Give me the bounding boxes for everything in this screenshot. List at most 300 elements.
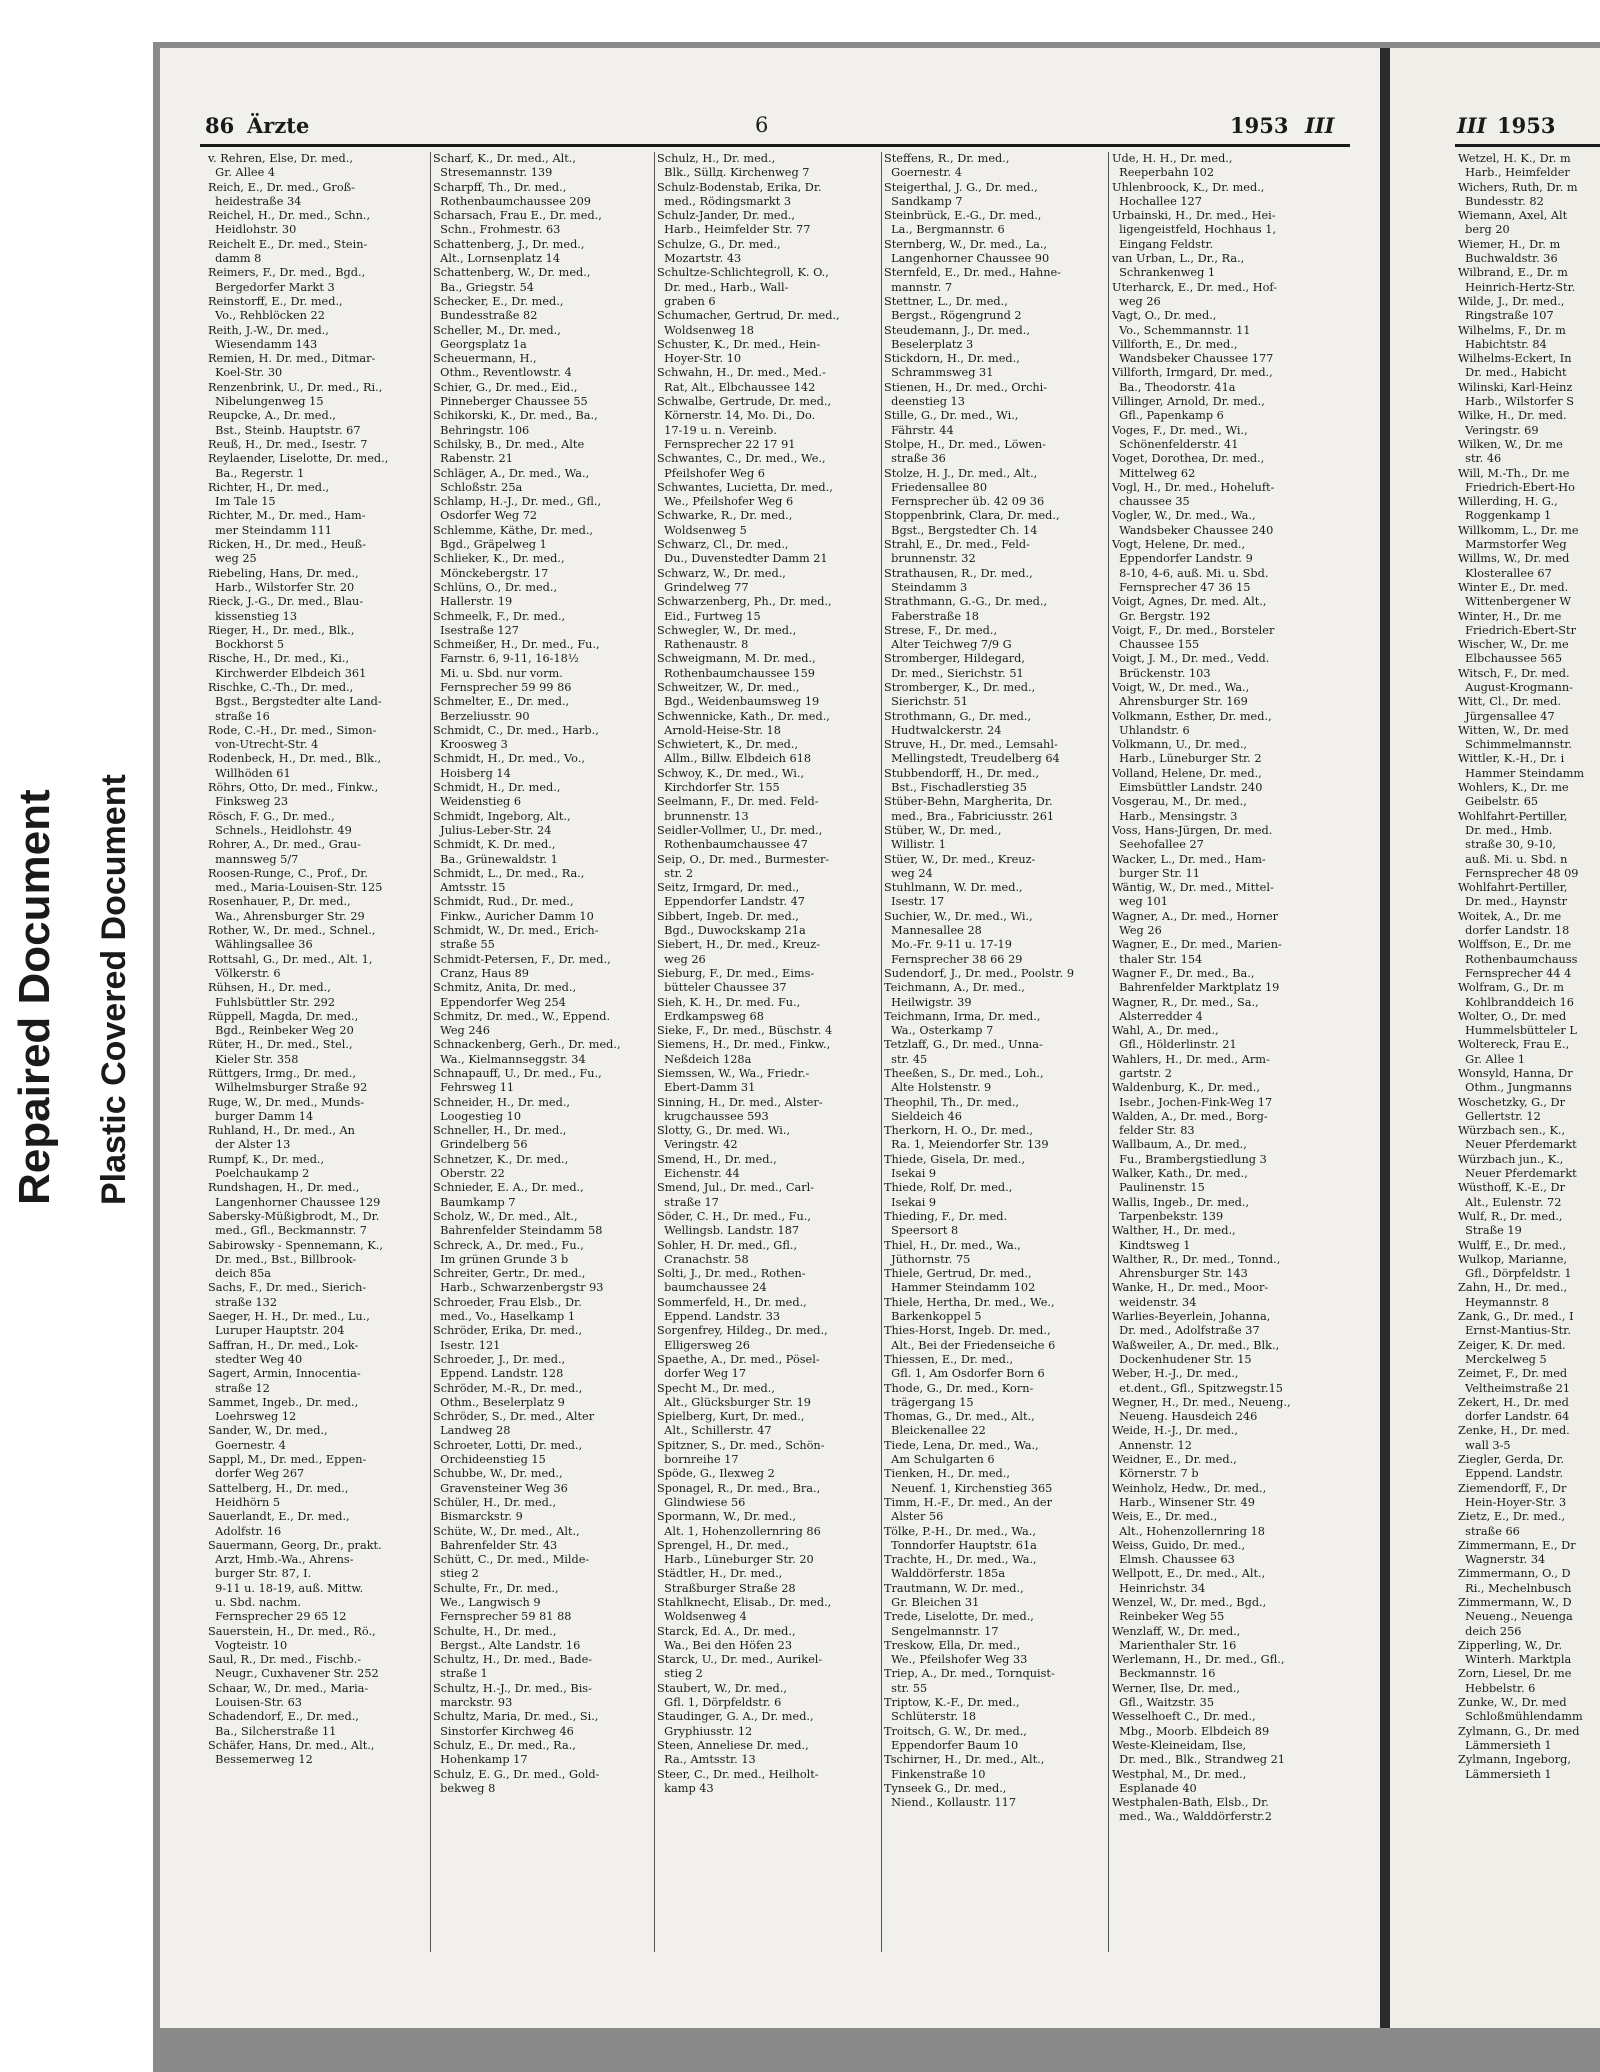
directory-entry-line: Dr. med., Harb., Wall-: [657, 280, 789, 294]
directory-entry-line: stedter Weg 40: [208, 1352, 303, 1366]
directory-entry-line: Sander, W., Dr. med.,: [208, 1424, 328, 1438]
directory-entry-line: Speersort 8: [884, 1224, 959, 1238]
directory-entry-line: Hochallee 127: [1112, 194, 1202, 208]
directory-entry-line: Schlemme, Käthe, Dr. med.,: [433, 523, 593, 537]
directory-entry-line: Willkomm, L., Dr. me: [1458, 523, 1579, 537]
directory-entry-line: Wiesendamm 143: [208, 337, 318, 351]
directory-entry-line: Alte Holstenstr. 9: [884, 1081, 992, 1095]
directory-entry-line: Schulz-Bodenstab, Erika, Dr.: [657, 180, 822, 194]
directory-entry-line: Thiele, Hertha, Dr. med., We.,: [884, 1295, 1055, 1309]
directory-entry-line: Gr. Bergstr. 192: [1112, 609, 1211, 623]
directory-entry-line: Wa., Bei den Höfen 23: [657, 1638, 793, 1652]
directory-entry-line: Schnetzer, K., Dr. med.,: [433, 1152, 569, 1166]
directory-entry-line: Westphalen-Bath, Elsb., Dr.: [1112, 1796, 1269, 1810]
directory-entry-line: Neueng. Hausdeich 246: [1112, 1410, 1258, 1424]
directory-entry-line: Hoisberg 14: [433, 766, 511, 780]
directory-entry-line: Sengelmannstr. 17: [884, 1624, 999, 1638]
directory-entry-line: bütteler Chaussee 37: [657, 981, 787, 995]
directory-entry-line: Wagner F., Dr. med., Ba.,: [1112, 966, 1255, 980]
directory-entry-line: Tölke, P.-H., Dr. med., Wa.,: [884, 1524, 1036, 1538]
directory-entry-line: Voss, Hans-Jürgen, Dr. med.: [1112, 823, 1273, 837]
directory-entry-line: Wilken, W., Dr. me: [1458, 437, 1563, 451]
directory-entry-line: Wählingsallee 36: [208, 938, 313, 952]
directory-entry-line: Reith, J.-W., Dr. med.,: [208, 323, 329, 337]
directory-entry-line: Thiede, Rolf, Dr. med.,: [884, 1181, 1013, 1195]
directory-entry-line: Rüter, H., Dr. med., Stel.,: [208, 1038, 353, 1052]
directory-entry-line: Eimsbüttler Landstr. 240: [1112, 781, 1263, 795]
directory-entry-line: Hein-Hoyer-Str. 3: [1458, 1495, 1567, 1509]
directory-entry-line: burger Damm 14: [208, 1109, 314, 1123]
directory-entry-line: Heidhörn 5: [208, 1495, 281, 1509]
directory-entry-line: Scheller, M., Dr. med.,: [433, 323, 561, 337]
directory-entry-line: Sattelberg, H., Dr. med.,: [208, 1481, 349, 1495]
directory-entry-line: Bgst., Bergstedter Ch. 14: [884, 523, 1038, 537]
header-year: 1953: [1230, 113, 1289, 138]
directory-entry-line: Marienthaler Str. 16: [1112, 1638, 1237, 1652]
directory-entry-line: straße 66: [1458, 1524, 1520, 1538]
directory-entry-line: Bgd., Reinbeker Weg 20: [208, 1024, 354, 1038]
directory-entry-line: Heidlohstr. 30: [208, 223, 297, 237]
directory-entry-line: straße 132: [208, 1295, 278, 1309]
directory-entry-line: Veltheimstraße 21: [1458, 1381, 1571, 1395]
directory-entry-line: Vo., Schemmannstr. 11: [1112, 323, 1251, 337]
directory-entry-line: Siemens, H., Dr. med., Finkw.,: [657, 1038, 831, 1052]
directory-entry-line: Harb., Mensingstr. 3: [1112, 809, 1238, 823]
directory-entry-line: Schmidt, Rud., Dr. med.,: [433, 895, 574, 909]
directory-entry-line: Pfeilshofer Weg 6: [657, 466, 765, 480]
directory-entry-line: 17-19 u. n. Vereinb.: [657, 423, 777, 437]
directory-entry-line: Ziegler, Gerda, Dr.: [1458, 1453, 1565, 1467]
directory-entry-line: Ahrensburger Str. 143: [1112, 1267, 1248, 1281]
directory-entry-line: Stüber, W., Dr. med.,: [884, 823, 1002, 837]
directory-entry-line: Schuster, K., Dr. med., Hein-: [657, 337, 821, 351]
directory-entry-line: felder Str. 83: [1112, 1124, 1195, 1138]
directory-entry-line: Schwantes, C., Dr. med., We.,: [657, 452, 826, 466]
directory-entry-line: Ude, H. H., Dr. med.,: [1112, 152, 1233, 165]
directory-entry-line: Stüber-Behn, Margherita, Dr.: [884, 795, 1053, 809]
directory-entry-line: Sierichstr. 51: [884, 695, 968, 709]
section-title: Ärzte: [247, 113, 310, 138]
directory-entry-line: Witsch, F., Dr. med.: [1458, 666, 1570, 680]
directory-entry-line: Schwietert, K., Dr. med.,: [657, 738, 799, 752]
directory-entry-line: weg 26: [657, 952, 706, 966]
directory-entry-line: Geibelstr. 65: [1458, 795, 1539, 809]
directory-entry-line: Schwarke, R., Dr. med.,: [657, 509, 793, 523]
directory-entry-line: Rischke, C.-Th., Dr. med.,: [208, 680, 354, 694]
directory-entry-line: Niend., Kollaustr. 117: [884, 1796, 1017, 1810]
directory-entry-line: Wa., Ahrensburger Str. 29: [208, 909, 365, 923]
directory-entry-line: Othm., Beselerplatz 9: [433, 1395, 565, 1409]
directory-entry-line: Bgd., Gräpelweg 1: [433, 538, 547, 552]
directory-entry-line: Therkorn, H. O., Dr. med.,: [884, 1124, 1034, 1138]
directory-entry-line: Zank, G., Dr. med., I: [1458, 1310, 1574, 1324]
directory-entry-line: Lämmersieth 1: [1458, 1738, 1552, 1752]
directory-entry-line: Warlies-Beyerlein, Johanna,: [1112, 1310, 1271, 1324]
right-header-rule: [1455, 144, 1600, 147]
directory-entry-line: Schlieker, K., Dr. med.,: [433, 552, 565, 566]
directory-entry-line: Wittenbergener W: [1458, 595, 1572, 609]
directory-entry-line: Rat, Alt., Elbchaussee 142: [657, 380, 816, 394]
directory-entry-line: Schattenberg, J., Dr. med.,: [433, 237, 585, 251]
directory-entry-line: Bergedorfer Markt 3: [208, 280, 335, 294]
directory-entry-line: Schulz-Jander, Dr. med.,: [657, 209, 796, 223]
directory-entry-line: Weste-Kleineidam, Ilse,: [1112, 1738, 1247, 1752]
directory-entry-line: Isebr., Jochen-Fink-Weg 17: [1112, 1095, 1273, 1109]
directory-entry-line: straße 1: [433, 1667, 488, 1681]
directory-entry-line: Uhlenbroock, K., Dr. med.,: [1112, 180, 1265, 194]
directory-entry-line: Schneller, H., Dr. med.,: [433, 1124, 567, 1138]
directory-entry-line: Schmidt-Petersen, F., Dr. med.,: [433, 952, 611, 966]
directory-entry-line: wall 3-5: [1458, 1438, 1511, 1452]
directory-entry-line: str. 55: [884, 1681, 928, 1695]
directory-entry-line: Triep, A., Dr. med., Tornquist-: [884, 1667, 1055, 1681]
directory-entry-line: Ba., Regerstr. 1: [208, 466, 305, 480]
directory-entry-line: Schumacher, Gertrud, Dr. med.,: [657, 309, 840, 323]
directory-entry-line: Tynseek G., Dr. med.,: [884, 1781, 1007, 1795]
directory-entry-line: Smend, Jul., Dr. med., Carl-: [657, 1181, 815, 1195]
directory-entry-line: Renzenbrink, U., Dr. med., Ri.,: [208, 380, 383, 394]
directory-entry-line: Habichtstr. 84: [1458, 337, 1547, 351]
directory-entry-line: Beckmannstr. 16: [1112, 1667, 1216, 1681]
directory-entry-line: Weg 246: [433, 1024, 490, 1038]
directory-entry-line: Fernsprecher 38 66 29: [884, 952, 1023, 966]
directory-entry-line: Thies-Horst, Ingeb. Dr. med.,: [884, 1324, 1051, 1338]
directory-entry-line: Sprengel, H., Dr. med.,: [657, 1538, 789, 1552]
directory-entry-line: Wallbaum, A., Dr. med.,: [1112, 1138, 1247, 1152]
directory-entry-line: Behringstr. 106: [433, 423, 530, 437]
directory-entry-line: Weidenstieg 6: [433, 795, 522, 809]
directory-entry-line: Schadendorf, E., Dr. med.,: [208, 1710, 359, 1724]
directory-entry-line: Trautmann, W. Dr. med.,: [884, 1581, 1024, 1595]
directory-entry-line: Mo.-Fr. 9-11 u. 17-19: [884, 938, 1012, 952]
directory-entry-line: Ebert-Damm 31: [657, 1081, 756, 1095]
directory-entry-line: Ba., Griegstr. 54: [433, 280, 534, 294]
directory-entry-line: Rabenstr. 21: [433, 452, 513, 466]
directory-entry-line: Loogestieg 10: [433, 1109, 522, 1123]
directory-entry-line: dorfer Weg 17: [657, 1367, 747, 1381]
directory-entry-line: Ahrensburger Str. 169: [1112, 695, 1248, 709]
directory-entry-line: weg 101: [1112, 895, 1168, 909]
directory-entry-line: Woschetzky, G., Dr: [1458, 1095, 1565, 1109]
directory-entry-line: Finkenstraße 10: [884, 1767, 986, 1781]
directory-entry-line: Schulte, Fr., Dr. med.,: [433, 1581, 559, 1595]
directory-entry-line: Orchideenstieg 15: [433, 1453, 546, 1467]
directory-entry-line: burger Str. 11: [1112, 866, 1200, 880]
directory-entry-line: bekweg 8: [433, 1781, 496, 1795]
directory-entry-line: Harb., Schwarzenbergstr 93: [433, 1281, 604, 1295]
directory-entry-line: Schüte, W., Dr. med., Alt.,: [433, 1524, 580, 1538]
directory-entry-line: Friedensallee 80: [884, 480, 988, 494]
directory-entry-line: Stubbendorff, H., Dr. med.,: [884, 766, 1040, 780]
directory-entry-line: Julius-Leber-Str. 24: [433, 823, 552, 837]
directory-entry-line: Specht M., Dr. med.,: [657, 1381, 775, 1395]
directory-entry-line: Esplanade 40: [1112, 1781, 1197, 1795]
directory-entry-line: Isekai 9: [884, 1167, 937, 1181]
directory-entry-line: Scheuermann, H.,: [433, 352, 537, 366]
directory-entry-line: Schwarz, Cl., Dr. med.,: [657, 538, 789, 552]
directory-entry-line: Harb., Lüneburger Str. 2: [1112, 752, 1262, 766]
directory-entry-line: Saffran, H., Dr. med., Lok-: [208, 1338, 359, 1352]
directory-entry-line: Walddörferstr. 185a: [884, 1567, 1006, 1581]
directory-entry-line: Dr. med., Haynstr: [1458, 895, 1567, 909]
directory-entry-line: Farnstr. 6, 9-11, 16-18½: [433, 652, 579, 666]
directory-entry-line: straße 30, 9-10,: [1458, 838, 1557, 852]
directory-entry-line: Eppendorfer Landstr. 47: [657, 895, 805, 909]
directory-entry-line: Saul, R., Dr. med., Fischb.-: [208, 1653, 362, 1667]
directory-entry-line: Wiemann, Axel, Alt: [1458, 209, 1568, 223]
column-divider: [881, 152, 882, 1952]
directory-entry-line: Stettner, L., Dr. med.,: [884, 294, 1008, 308]
directory-entry-line: Schäfer, Hans, Dr. med., Alt.,: [208, 1738, 375, 1752]
directory-entry-line: 9-11 u. 18-19, auß. Mittw.: [208, 1581, 364, 1595]
directory-entry-line: Cranachstr. 58: [657, 1252, 749, 1266]
directory-entry-line: Loehrsweg 12: [208, 1410, 297, 1424]
directory-entry-line: Bgd., Weidenbaumsweg 19: [657, 695, 820, 709]
directory-entry-line: We., Langwisch 9: [433, 1595, 541, 1609]
directory-entry-line: med., Bra., Fabriciusstr. 261: [884, 809, 1055, 823]
directory-entry-line: Schilsky, B., Dr. med., Alte: [433, 437, 585, 451]
directory-entry-line: Söder, C. H., Dr. med., Fu.,: [657, 1209, 811, 1223]
directory-entry-line: Alt., Eulenstr. 72: [1458, 1195, 1562, 1209]
directory-entry-line: Gfl., Dörpfeldstr. 1: [1458, 1267, 1572, 1281]
directory-entry-line: Thiele, Gertrud, Dr. med.,: [884, 1267, 1032, 1281]
directory-entry-line: Bahrenfelder Steindamm 58: [433, 1224, 603, 1238]
directory-entry-line: Solti, J., Dr. med., Rothen-: [657, 1267, 806, 1281]
directory-entry-line: Schattenberg, W., Dr. med.,: [433, 266, 591, 280]
book-gutter: [1380, 48, 1390, 2028]
directory-entry-line: Schmidt, C., Dr. med., Harb.,: [433, 723, 599, 737]
directory-entry-line: Adolfstr. 16: [208, 1524, 282, 1538]
directory-entry-line: Zenke, H., Dr. med.: [1458, 1424, 1570, 1438]
directory-entry-line: Schulz, E. G., Dr. med., Gold-: [433, 1767, 600, 1781]
directory-entry-line: Sagert, Armin, Innocentia-: [208, 1367, 361, 1381]
directory-entry-line: deich 85a: [208, 1267, 272, 1281]
directory-entry-line: Walther, R., Dr. med., Tonnd.,: [1112, 1252, 1281, 1266]
directory-entry-line: Rösch, F. G., Dr. med.,: [208, 809, 335, 823]
directory-entry-line: Chaussee 155: [1112, 638, 1200, 652]
directory-entry-line: Mi. u. Sbd. nur vorm.: [433, 666, 563, 680]
directory-entry-line: Schwarz, W., Dr. med.,: [657, 566, 786, 580]
directory-entry-line: Schröder, Erika, Dr. med.,: [433, 1324, 583, 1338]
directory-entry-line: dorfer Landstr. 18: [1458, 924, 1570, 938]
left-page: [160, 48, 1380, 2028]
directory-entry-line: Wahl, A., Dr. med.,: [1112, 1024, 1219, 1038]
directory-entry-line: Erdkampsweg 68: [657, 1009, 764, 1023]
directory-entry-line: Sabirowsky - Spennemann, K.,: [208, 1238, 383, 1252]
directory-entry-line: Wulkop, Marianne,: [1458, 1252, 1567, 1266]
directory-entry-line: Sammet, Ingeb., Dr. med.,: [208, 1395, 359, 1409]
directory-entry-line: Wagnerstr. 34: [1458, 1553, 1546, 1567]
directory-entry-line: Thode, G., Dr. med., Korn-: [884, 1381, 1034, 1395]
directory-entry-line: Elbchaussee 565: [1458, 652, 1563, 666]
directory-entry-line: Harb., Wilstorfer Str. 20: [208, 580, 355, 594]
directory-entry-line: Körnerstr. 14, Mo. Di., Do.: [657, 409, 816, 423]
directory-entry-line: Steindamm 3: [884, 580, 968, 594]
directory-entry-line: Wilde, J., Dr. med.,: [1458, 294, 1565, 308]
directory-entry-line: Villforth, E., Dr. med.,: [1112, 337, 1238, 351]
directory-entry-line: Bst., Steinb. Hauptstr. 67: [208, 423, 361, 437]
directory-entry-line: Steffens, R., Dr. med.,: [884, 152, 1010, 165]
directory-entry-line: Scharsach, Frau E., Dr. med.,: [433, 209, 602, 223]
directory-column-3: [657, 152, 880, 1796]
directory-entry-line: Kohlbranddeich 16: [1458, 995, 1574, 1009]
directory-entry-line: Zahn, H., Dr. med.,: [1458, 1281, 1568, 1295]
directory-entry-line: Spielberg, Kurt, Dr. med.,: [657, 1410, 805, 1424]
directory-entry-line: Eid., Furtweg 15: [657, 609, 761, 623]
directory-entry-line: straße 12: [208, 1381, 270, 1395]
directory-entry-line: graben 6: [657, 294, 716, 308]
directory-entry-line: Im Tale 15: [208, 495, 276, 509]
directory-entry-line: Wetzel, H. K., Dr. m: [1458, 152, 1571, 165]
directory-entry-line: med., Gfl., Beckmannstr. 7: [208, 1224, 367, 1238]
directory-entry-line: Ba., Theodorstr. 41a: [1112, 380, 1236, 394]
directory-entry-line: Woltereck, Frau E.,: [1458, 1038, 1570, 1052]
directory-entry-line: deich 256: [1458, 1624, 1522, 1638]
directory-entry-line: Wolter, O., Dr. med: [1458, 1009, 1567, 1023]
directory-entry-line: Grindelberg 56: [433, 1138, 528, 1152]
directory-entry-line: Marmstorfer Weg: [1458, 538, 1567, 552]
directory-entry-line: Schmidt, Ingeborg, Alt.,: [433, 809, 571, 823]
directory-entry-line: Bgst., Bergstedter alte Land-: [208, 695, 382, 709]
directory-entry-line: Wüsthoff, K.-E., Dr: [1458, 1181, 1565, 1195]
column-divider: [430, 152, 431, 1952]
directory-entry-line: Steudemann, J., Dr. med.,: [884, 323, 1030, 337]
directory-entry-line: Stromberger, Hildegard,: [884, 652, 1025, 666]
directory-entry-line: Mannesallee 28: [884, 924, 982, 938]
directory-entry-line: Schütt, C., Dr. med., Milde-: [433, 1553, 590, 1567]
directory-entry-line: Gfl., Waitzstr. 35: [1112, 1696, 1215, 1710]
directory-entry-line: Willerding, H. G.,: [1458, 495, 1558, 509]
directory-entry-line: Wischer, W., Dr. me: [1458, 638, 1569, 652]
directory-entry-line: Stolpe, H., Dr. med., Löwen-: [884, 437, 1046, 451]
directory-entry-line: Woldsenweg 4: [657, 1610, 747, 1624]
directory-entry-line: Triptow, K.-F., Dr. med.,: [884, 1696, 1020, 1710]
directory-column-5: [1112, 152, 1335, 1825]
directory-entry-line: Willistr. 1: [884, 838, 946, 852]
directory-entry-line: Alt., Lornsenplatz 14: [433, 252, 561, 266]
directory-entry-line: Osdorfer Weg 72: [433, 509, 538, 523]
directory-entry-line: Schulze, G., Dr. med.,: [657, 237, 781, 251]
directory-entry-line: Treskow, Ella, Dr. med.,: [884, 1638, 1021, 1652]
directory-entry-line: Siebert, H., Dr. med., Kreuz-: [657, 938, 821, 952]
directory-entry-line: We., Pfeilshofer Weg 33: [884, 1653, 1028, 1667]
directory-entry-line: Weis, E., Dr. med.,: [1112, 1510, 1218, 1524]
directory-entry-line: Wichers, Ruth, Dr. m: [1458, 180, 1578, 194]
directory-entry-line: Schloßstr. 25a: [433, 480, 523, 494]
column-divider: [1108, 152, 1109, 1952]
directory-entry-line: Würzbach jun., K.,: [1458, 1152, 1564, 1166]
directory-entry-line: Volland, Helene, Dr. med.,: [1112, 766, 1262, 780]
directory-entry-line: Steinbrück, E.-G., Dr. med.,: [884, 209, 1042, 223]
directory-entry-line: Fernsprecher 48 09: [1458, 866, 1579, 880]
directory-entry-line: weg 26: [1112, 294, 1161, 308]
directory-entry-line: Winterh. Marktpla: [1458, 1653, 1572, 1667]
directory-entry-line: Thiel, H., Dr. med., Wa.,: [884, 1238, 1021, 1252]
directory-entry-line: Straße 19: [1458, 1224, 1522, 1238]
directory-entry-line: Zipperling, W., Dr.: [1458, 1638, 1563, 1652]
directory-entry-line: gartstr. 2: [1112, 1067, 1172, 1080]
directory-entry-line: Remien, H. Dr. med., Ditmar-: [208, 352, 376, 366]
directory-entry-line: Seip, O., Dr. med., Burmester-: [657, 852, 830, 866]
directory-entry-line: Cranz, Haus 89: [433, 966, 529, 980]
directory-entry-line: Willhöden 61: [208, 766, 291, 780]
directory-entry-line: Wohlers, K., Dr. me: [1458, 781, 1569, 795]
directory-entry-line: Rische, H., Dr. med., Ki.,: [208, 652, 350, 666]
directory-entry-line: Theeßen, S., Dr. med., Loh.,: [884, 1067, 1044, 1080]
directory-entry-line: Wagner, E., Dr. med., Marien-: [1112, 938, 1282, 952]
directory-entry-line: Witt, Cl., Dr. med.: [1458, 695, 1561, 709]
directory-entry-line: Zylmann, G., Dr. med: [1458, 1724, 1580, 1738]
directory-entry-line: Voges, F., Dr. med., Wi.,: [1112, 423, 1248, 437]
directory-entry-line: Woitek, A., Dr. me: [1458, 909, 1562, 923]
directory-entry-line: Rieck, J.-G., Dr. med., Blau-: [208, 595, 364, 609]
directory-entry-line: Heymannstr. 8: [1458, 1295, 1549, 1309]
directory-entry-line: Ba., Grünewaldstr. 1: [433, 852, 558, 866]
directory-entry-line: Villinger, Arnold, Dr. med.,: [1112, 395, 1265, 409]
directory-entry-line: Schmidt, K. Dr. med.,: [433, 838, 556, 852]
directory-entry-line: Trede, Liselotte, Dr. med.,: [884, 1610, 1034, 1624]
directory-entry-line: Gfl., Papenkamp 6: [1112, 409, 1224, 423]
directory-entry-line: mannstr. 7: [884, 280, 953, 294]
directory-entry-line: Schulz, E., Dr. med., Ra.,: [433, 1738, 576, 1752]
directory-entry-line: Rothenbaumchaussee 159: [657, 666, 815, 680]
directory-entry-line: Westphal, M., Dr. med.,: [1112, 1767, 1247, 1781]
directory-entry-line: Mittelweg 62: [1112, 466, 1196, 480]
directory-entry-line: Wagner, A., Dr. med., Horner: [1112, 909, 1279, 923]
directory-entry-line: med., Maria-Louisen-Str. 125: [208, 881, 383, 895]
directory-entry-line: Schweigmann, M. Dr. med.,: [657, 652, 816, 666]
directory-entry-line: Sorgenfrey, Hildeg., Dr. med.,: [657, 1324, 828, 1338]
directory-entry-line: Bst., Fischadlerstieg 35: [884, 781, 1027, 795]
directory-entry-line: Rumpf, K., Dr. med.,: [208, 1152, 325, 1166]
directory-entry-line: Voigt, F., Dr. med., Borsteler: [1112, 623, 1275, 637]
directory-entry-line: Wellpott, E., Dr. med., Alt.,: [1112, 1567, 1266, 1581]
directory-entry-line: Schultz, Maria, Dr. med., Si.,: [433, 1710, 599, 1724]
directory-entry-line: Schulte, H., Dr. med.,: [433, 1624, 557, 1638]
directory-entry-line: Schultz, H.-J., Dr. med., Bis-: [433, 1681, 592, 1695]
directory-entry-line: Riebeling, Hans, Dr. med.,: [208, 566, 359, 580]
directory-entry-line: Fährstr. 44: [884, 423, 954, 437]
directory-entry-line: Schwantes, Lucietta, Dr. med.,: [657, 480, 833, 494]
directory-entry-line: Stuhlmann, W. Dr. med.,: [884, 881, 1023, 895]
directory-entry-line: Sachs, F., Dr. med., Sierich-: [208, 1281, 367, 1295]
directory-entry-line: Sudendorf, J., Dr. med., Poolstr. 9: [884, 966, 1075, 980]
directory-entry-line: u. Sbd. nachm.: [208, 1595, 301, 1609]
directory-entry-line: Weide, H.-J., Dr. med.,: [1112, 1424, 1238, 1438]
directory-entry-line: Bahrenfelder Str. 43: [433, 1538, 558, 1552]
directory-entry-line: Theophil, Th., Dr. med.,: [884, 1095, 1020, 1109]
directory-entry-line: Schimmelmannstr.: [1458, 738, 1572, 752]
directory-entry-line: Hammer Steindamm: [1458, 766, 1585, 780]
directory-entry-line: Rüttgers, Irmg., Dr. med.,: [208, 1067, 356, 1080]
directory-entry-line: Harb., Heimfelder: [1458, 166, 1570, 180]
directory-entry-line: Grindelweg 77: [657, 580, 749, 594]
directory-entry-line: Reuß, H., Dr. med., Isestr. 7: [208, 437, 368, 451]
directory-entry-line: We., Pfeilshofer Weg 6: [657, 495, 794, 509]
directory-entry-line: Fu., Brambergstiedlung 3: [1112, 1152, 1267, 1166]
directory-entry-line: Harb., Winsener Str. 49: [1112, 1495, 1255, 1509]
directory-entry-line: Sauermann, Georg, Dr., prakt.: [208, 1538, 382, 1552]
directory-entry-line: Alt., Glücksburger Str. 19: [657, 1395, 811, 1409]
directory-entry-line: Berzeliusstr. 90: [433, 709, 530, 723]
directory-entry-line: Wandsbeker Chaussee 240: [1112, 523, 1274, 537]
directory-entry-line: Werlemann, H., Dr. med., Gfl.,: [1112, 1653, 1285, 1667]
directory-entry-line: Troitsch, G. W., Dr. med.,: [884, 1724, 1027, 1738]
directory-entry-line: Schwalbe, Gertrude, Dr. med.,: [657, 395, 832, 409]
directory-entry-line: Sandkamp 7: [884, 194, 963, 208]
directory-entry-line: Bergst., Alte Landstr. 16: [433, 1638, 581, 1652]
directory-entry-line: Sibbert, Ingeb. Dr. med.,: [657, 909, 799, 923]
